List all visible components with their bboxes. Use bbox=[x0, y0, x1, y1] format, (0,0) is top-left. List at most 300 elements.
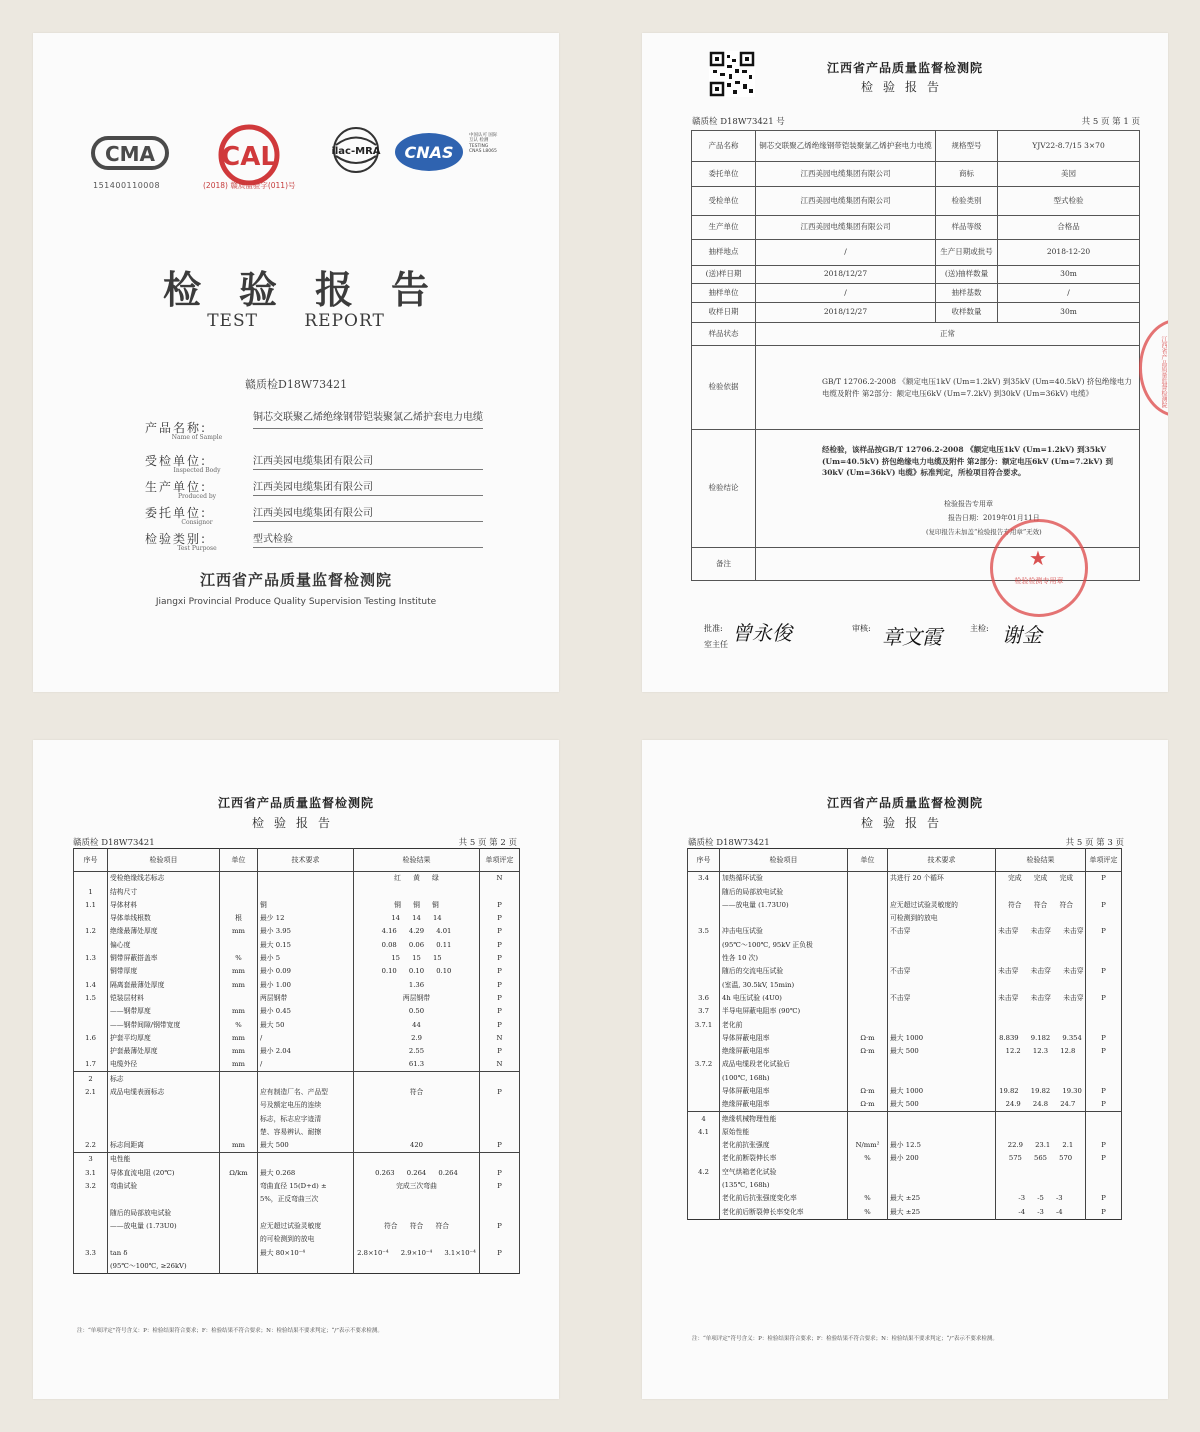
table-cell bbox=[688, 1085, 720, 1098]
cell-label: 收样数量 bbox=[936, 303, 998, 323]
cell-label: 产品名称 bbox=[692, 131, 756, 162]
column-header: 技术要求 bbox=[888, 849, 996, 872]
table-cell: 受检绝缘线芯标志 bbox=[108, 872, 220, 886]
conclusion-cell bbox=[756, 430, 1140, 548]
table-cell: 最大 500 bbox=[888, 1098, 996, 1112]
cal-logo bbox=[215, 123, 283, 187]
table-cell: 绝缘屏蔽电阻率 bbox=[720, 1098, 848, 1112]
cell-label: 委托单位 bbox=[692, 162, 756, 187]
table-cell: 铜 铜 铜 bbox=[354, 899, 480, 912]
table-cell: 3.7.1 bbox=[688, 1018, 720, 1031]
table-cell: % bbox=[848, 1205, 888, 1219]
table-header-row bbox=[688, 849, 1122, 872]
cover-page bbox=[33, 33, 559, 692]
table-cell bbox=[480, 1112, 520, 1125]
table-cell: P bbox=[480, 1167, 520, 1180]
table-row bbox=[74, 885, 520, 898]
table-cell bbox=[74, 912, 108, 925]
table-cell bbox=[480, 1126, 520, 1139]
table-cell bbox=[108, 1193, 220, 1206]
column-header: 序号 bbox=[688, 849, 720, 872]
table-cell bbox=[220, 1112, 258, 1125]
table-cell: 未击穿 未击穿 未击穿 bbox=[996, 925, 1086, 938]
table-cell bbox=[74, 1099, 108, 1112]
table-cell bbox=[848, 1126, 888, 1139]
table-cell: 原始性能 bbox=[720, 1126, 848, 1139]
table-cell bbox=[848, 912, 888, 925]
table-cell bbox=[354, 1072, 480, 1086]
table-cell: 标志 bbox=[108, 1072, 220, 1086]
table-cell: 老化前 bbox=[720, 1018, 848, 1031]
table-cell: 0.50 bbox=[354, 1005, 480, 1018]
table-cell: mm bbox=[220, 1045, 258, 1058]
report-page-2 bbox=[33, 740, 559, 1399]
table-row bbox=[74, 1153, 520, 1167]
table-cell bbox=[848, 925, 888, 938]
table-row bbox=[74, 1167, 520, 1180]
report-page-3 bbox=[642, 740, 1168, 1399]
table-cell bbox=[108, 1099, 220, 1112]
table-cell bbox=[354, 1153, 480, 1167]
table-cell bbox=[258, 1153, 354, 1167]
table-row bbox=[74, 912, 520, 925]
table-cell bbox=[888, 1018, 996, 1031]
stamp-label: 检验报告专用章 bbox=[944, 500, 993, 508]
table-cell bbox=[220, 885, 258, 898]
inspector-signature: 谢金 bbox=[1002, 623, 1042, 647]
page-info: 共 5 页 第 3 页 bbox=[1065, 838, 1124, 848]
column-header: 检验结果 bbox=[996, 849, 1086, 872]
table-cell: 24.9 24.8 24.7 bbox=[996, 1098, 1086, 1112]
table-cell: 不击穿 bbox=[888, 992, 996, 1005]
table-cell: 2.9 bbox=[354, 1032, 480, 1045]
table-cell bbox=[848, 1018, 888, 1031]
field-label: 委托单位: bbox=[145, 506, 208, 520]
table-cell bbox=[1086, 938, 1122, 951]
table-cell bbox=[688, 1098, 720, 1112]
table-cell: 电缆外径 bbox=[108, 1058, 220, 1072]
table-row bbox=[74, 1018, 520, 1031]
table-row bbox=[692, 266, 1140, 284]
table-cell: 3.5 bbox=[688, 925, 720, 938]
cell-value: / bbox=[998, 284, 1140, 303]
table-cell: P bbox=[480, 1045, 520, 1058]
field-en: Produced by bbox=[177, 493, 217, 500]
table-cell bbox=[220, 872, 258, 886]
table-cell: P bbox=[480, 952, 520, 965]
table-cell: 2.1 bbox=[74, 1086, 108, 1099]
table-cell bbox=[996, 1071, 1086, 1084]
table-row bbox=[74, 1126, 520, 1139]
table-cell: 最小 200 bbox=[888, 1152, 996, 1165]
table-cell: 1.7 bbox=[74, 1058, 108, 1072]
table-cell: 加热循环试验 bbox=[720, 872, 848, 886]
table-cell bbox=[1086, 1166, 1122, 1179]
table-cell: 老化前抗张强度 bbox=[720, 1139, 848, 1152]
table-cell: P bbox=[480, 1005, 520, 1018]
table-cell bbox=[480, 1099, 520, 1112]
table-cell bbox=[848, 1112, 888, 1126]
table-cell: 最少 12 bbox=[258, 912, 354, 925]
table-cell: % bbox=[220, 1018, 258, 1031]
table-cell: 19.82 19.82 19.30 bbox=[996, 1085, 1086, 1098]
table-cell bbox=[74, 1206, 108, 1219]
field-product-name bbox=[145, 412, 483, 441]
table-cell bbox=[996, 885, 1086, 898]
table-row bbox=[74, 1180, 520, 1193]
table-cell: 最小 12.5 bbox=[888, 1139, 996, 1152]
table-cell bbox=[848, 978, 888, 991]
cma-logo bbox=[91, 135, 169, 171]
cell-label: 抽样基数 bbox=[936, 284, 998, 303]
table-cell: 绝缘最薄处厚度 bbox=[108, 925, 220, 938]
table-cell: 随后的交流电压试验 bbox=[720, 965, 848, 978]
table-cell: 可检测到的放电 bbox=[888, 912, 996, 925]
table-cell bbox=[688, 978, 720, 991]
table-cell bbox=[1086, 912, 1122, 925]
table-cell: 2.55 bbox=[354, 1045, 480, 1058]
cell-label: 备注 bbox=[692, 548, 756, 581]
table-cell bbox=[848, 1071, 888, 1084]
basis-text: GB/T 12706.2-2008 《额定电压1kV (Um=1.2kV) 到35kV (Um=40.5kV) 挤包绝缘电力电缆及附件 第2部分：额定电压6kV (Um=7.2kV) 到30kV (Um=36kV) 电缆》 bbox=[756, 346, 1140, 430]
table-cell bbox=[848, 1179, 888, 1192]
table-row bbox=[74, 1072, 520, 1086]
table-cell: 最大 50 bbox=[258, 1018, 354, 1031]
table-row bbox=[692, 284, 1140, 303]
table-cell: 偏心度 bbox=[108, 938, 220, 951]
table-cell: P bbox=[1086, 1152, 1122, 1165]
table-cell bbox=[688, 1045, 720, 1058]
table-cell: 3.7.2 bbox=[688, 1058, 720, 1071]
cell-value: 2018/12/27 bbox=[756, 303, 936, 323]
approver-signature: 曾永俊 bbox=[732, 621, 792, 645]
table-cell: 3 bbox=[74, 1153, 108, 1167]
table-row bbox=[74, 1246, 520, 1259]
table-cell: 0.10 0.10 0.10 bbox=[354, 965, 480, 978]
table-cell: 楚、容易辨认、耐擦 bbox=[258, 1126, 354, 1139]
table-cell: 最小 5 bbox=[258, 952, 354, 965]
table-cell: P bbox=[1086, 1045, 1122, 1058]
table-cell bbox=[220, 1260, 258, 1274]
table-cell bbox=[848, 952, 888, 965]
footnote: 注：“单项评定”符号含义：P：检验结果符合要求；F：检验结果不符合要求；N：检验结果不要求判定；“/”表示不要求检测。 bbox=[77, 1328, 383, 1334]
column-header: 技术要求 bbox=[258, 849, 354, 872]
table-cell bbox=[888, 1126, 996, 1139]
table-cell: 最大 80×10⁻⁴ bbox=[258, 1246, 354, 1259]
table-cell bbox=[480, 1193, 520, 1206]
table-cell: 导体材料 bbox=[108, 899, 220, 912]
approve-role: 室主任 bbox=[704, 640, 728, 649]
table-cell: 不击穿 bbox=[888, 925, 996, 938]
table-cell: 应无超过试验灵敏度 bbox=[258, 1220, 354, 1233]
table-cell: 最小 0.09 bbox=[258, 965, 354, 978]
report-page-1 bbox=[642, 33, 1168, 692]
table-cell bbox=[258, 1260, 354, 1274]
field-label: 受检单位: bbox=[145, 454, 208, 468]
table-cell bbox=[480, 885, 520, 898]
table-cell: P bbox=[480, 899, 520, 912]
table-cell bbox=[74, 1220, 108, 1233]
table-cell bbox=[688, 938, 720, 951]
table-cell: 弯曲试验 bbox=[108, 1180, 220, 1193]
field-value: 型式检验 bbox=[253, 530, 483, 548]
table-cell bbox=[354, 1126, 480, 1139]
table-cell: Ω/km bbox=[220, 1167, 258, 1180]
table-cell bbox=[480, 1260, 520, 1274]
table-cell: 3.1 bbox=[74, 1167, 108, 1180]
table-cell bbox=[354, 885, 480, 898]
table-cell: mm bbox=[220, 1032, 258, 1045]
table-cell: P bbox=[480, 992, 520, 1005]
table-cell bbox=[220, 938, 258, 951]
table-cell: 空气烘箱老化试验 bbox=[720, 1166, 848, 1179]
table-cell: mm bbox=[220, 978, 258, 991]
cell-label: 生产日期或批号 bbox=[936, 240, 998, 266]
table-cell bbox=[74, 1193, 108, 1206]
field-value: 江西美园电缆集团有限公司 bbox=[253, 452, 483, 470]
cell-value: 江西美园电缆集团有限公司 bbox=[756, 162, 936, 187]
table-cell bbox=[848, 938, 888, 951]
table-cell bbox=[888, 1166, 996, 1179]
table-row bbox=[688, 1166, 1122, 1179]
table-cell bbox=[220, 1099, 258, 1112]
table-cell bbox=[888, 978, 996, 991]
table-cell bbox=[220, 1246, 258, 1259]
table-cell bbox=[480, 1153, 520, 1167]
field-value: 铜芯交联聚乙烯绝缘钢带铠装聚氯乙烯护套电力电缆 bbox=[253, 411, 483, 429]
table-row bbox=[74, 1193, 520, 1206]
cell-value: 合格品 bbox=[998, 216, 1140, 240]
table-cell: (95℃～100℃, 95kV 正负极 bbox=[720, 938, 848, 951]
star-icon: ★ bbox=[1029, 546, 1047, 570]
table-cell bbox=[108, 1112, 220, 1125]
table-cell bbox=[888, 885, 996, 898]
table-cell: 不击穿 bbox=[888, 965, 996, 978]
table-cell: 未击穿 未击穿 未击穿 bbox=[996, 992, 1086, 1005]
table-row bbox=[74, 1086, 520, 1099]
table-row bbox=[74, 1139, 520, 1153]
table-row bbox=[688, 1192, 1122, 1205]
table-cell bbox=[848, 872, 888, 886]
table-cell: 15 15 15 bbox=[354, 952, 480, 965]
table-row bbox=[688, 1126, 1122, 1139]
table-cell: 老化前后抗张强度变化率 bbox=[720, 1192, 848, 1205]
column-header: 检验项目 bbox=[720, 849, 848, 872]
table-cell: 最大 ±25 bbox=[888, 1192, 996, 1205]
table-cell: 最大 ±25 bbox=[888, 1205, 996, 1219]
table-cell bbox=[996, 1005, 1086, 1018]
table-cell: % bbox=[220, 952, 258, 965]
table-cell: mm bbox=[220, 965, 258, 978]
svg-text:CNAS: CNAS bbox=[404, 143, 454, 162]
table-cell: 4.2 bbox=[688, 1166, 720, 1179]
table-cell: 最大 0.268 bbox=[258, 1167, 354, 1180]
table-cell: P bbox=[480, 1139, 520, 1153]
table-row bbox=[74, 965, 520, 978]
table-cell bbox=[108, 1233, 220, 1246]
table-cell bbox=[74, 1233, 108, 1246]
table-cell bbox=[888, 952, 996, 965]
approve-label: 批准: bbox=[704, 624, 723, 633]
table-cell: 8.839 9.182 9.354 bbox=[996, 1032, 1086, 1045]
cell-label: 检验类别 bbox=[936, 187, 998, 216]
table-cell bbox=[1086, 1112, 1122, 1126]
institute-name: 江西省产品质量监督检测院 bbox=[199, 571, 392, 589]
cover-subtitle: TEST REPORT bbox=[207, 311, 385, 331]
column-header: 检验项目 bbox=[108, 849, 220, 872]
table-cell: 护套最薄处厚度 bbox=[108, 1045, 220, 1058]
table-row bbox=[692, 162, 1140, 187]
institute-header: 江西省产品质量监督检测院 bbox=[826, 796, 983, 810]
table-cell: 随后的局部放电试验 bbox=[108, 1206, 220, 1219]
report-subheader: 检验报告 bbox=[860, 816, 949, 830]
table-row bbox=[688, 1205, 1122, 1219]
table-row bbox=[692, 323, 1140, 346]
table-cell: N bbox=[480, 1058, 520, 1072]
report-subheader: 检验报告 bbox=[860, 80, 949, 94]
table-cell bbox=[888, 1071, 996, 1084]
svg-text:CMA: CMA bbox=[104, 142, 156, 166]
table-cell: P bbox=[480, 1086, 520, 1099]
ilac-mra-logo bbox=[323, 125, 389, 175]
svg-text:CAL: CAL bbox=[221, 142, 277, 172]
table-cell: 1 bbox=[74, 885, 108, 898]
table-row bbox=[688, 1112, 1122, 1126]
cal-number: (2018) 赣质监验字(011)号 bbox=[203, 181, 296, 190]
table-cell: 根 bbox=[220, 912, 258, 925]
field-value: 江西美园电缆集团有限公司 bbox=[253, 478, 483, 496]
field-en: Name of Sample bbox=[171, 434, 223, 441]
cover-report-number: 赣质检D18W73421 bbox=[245, 378, 348, 391]
table-cell: 结构尺寸 bbox=[108, 885, 220, 898]
table-cell: 5%，正反弯曲三次 bbox=[258, 1193, 354, 1206]
table-cell: 2 bbox=[74, 1072, 108, 1086]
table-row bbox=[74, 1233, 520, 1246]
cell-label: (送)抽样数量 bbox=[936, 266, 998, 284]
table-cell bbox=[888, 938, 996, 951]
table-row bbox=[74, 952, 520, 965]
table-cell: (95℃～100℃, ≥26kV) bbox=[108, 1260, 220, 1274]
field-consignor bbox=[145, 504, 373, 526]
table-row bbox=[688, 1085, 1122, 1098]
table-cell bbox=[1086, 978, 1122, 991]
table-cell: 符合 bbox=[354, 1086, 480, 1099]
cell-value: 江西美园电缆集团有限公司 bbox=[756, 216, 936, 240]
table-cell: 两层钢带 bbox=[258, 992, 354, 1005]
table-row bbox=[74, 1206, 520, 1219]
table-cell: 符合 符合 符合 bbox=[354, 1220, 480, 1233]
table-cell bbox=[354, 1112, 480, 1125]
table-cell bbox=[220, 1086, 258, 1099]
table-cell bbox=[848, 1005, 888, 1018]
table-cell: 1.5 bbox=[74, 992, 108, 1005]
table-cell: 4h 电压试验 (4U0) bbox=[720, 992, 848, 1005]
table-cell: 3.4 bbox=[688, 872, 720, 886]
table-cell: 隔离套最薄处厚度 bbox=[108, 978, 220, 991]
table-row bbox=[74, 992, 520, 1005]
table-cell bbox=[848, 992, 888, 1005]
table-cell: P bbox=[1086, 1139, 1122, 1152]
table-cell: 1.1 bbox=[74, 899, 108, 912]
institute-name-en: Jiangxi Provincial Produce Quality Supervision Testing Institute bbox=[155, 597, 437, 607]
table-cell bbox=[354, 1233, 480, 1246]
table-cell: P bbox=[1086, 1192, 1122, 1205]
table-cell: 0.263 0.264 0.264 bbox=[354, 1167, 480, 1180]
table-cell: ——钢带厚度 bbox=[108, 1005, 220, 1018]
page-info: 共 5 页 第 2 页 bbox=[458, 838, 517, 848]
table-cell bbox=[220, 1193, 258, 1206]
table-cell: (135℃, 168h) bbox=[720, 1179, 848, 1192]
table-row bbox=[688, 952, 1122, 965]
table-cell: P bbox=[480, 925, 520, 938]
table-cell: P bbox=[480, 1220, 520, 1233]
table-cell: P bbox=[1086, 1085, 1122, 1098]
table-cell bbox=[220, 1126, 258, 1139]
table-cell: mm bbox=[220, 925, 258, 938]
table-cell bbox=[848, 1058, 888, 1071]
table-row bbox=[74, 1220, 520, 1233]
table-cell: mm bbox=[220, 1005, 258, 1018]
side-seal-stamp bbox=[1139, 319, 1168, 417]
table-cell bbox=[74, 965, 108, 978]
page-info: 共 5 页 第 1 页 bbox=[1081, 117, 1140, 127]
table-cell: -3 -5 -3 bbox=[996, 1192, 1086, 1205]
table-cell bbox=[996, 1018, 1086, 1031]
institute-header: 江西省产品质量监督检测院 bbox=[826, 61, 983, 75]
reviewer-signature: 章文霞 bbox=[882, 625, 942, 649]
table-cell: 4.1 bbox=[688, 1126, 720, 1139]
table-row bbox=[692, 303, 1140, 323]
table-cell: 标志间距离 bbox=[108, 1139, 220, 1153]
table-cell: 最大 500 bbox=[888, 1045, 996, 1058]
table-cell: 4 bbox=[688, 1112, 720, 1126]
table-cell: / bbox=[258, 1058, 354, 1072]
seal-text: 检验检测专用章 bbox=[1014, 577, 1064, 585]
table-cell: 的可检测到的放电 bbox=[258, 1233, 354, 1246]
table-cell bbox=[220, 1206, 258, 1219]
table-cell bbox=[996, 1058, 1086, 1071]
field-test-purpose bbox=[145, 530, 293, 552]
table-cell bbox=[480, 1072, 520, 1086]
cell-label: 收样日期 bbox=[692, 303, 756, 323]
table-cell: 最小 0.45 bbox=[258, 1005, 354, 1018]
results-table-page-2 bbox=[73, 848, 520, 1274]
table-cell: P bbox=[1086, 1205, 1122, 1219]
table-cell: mm bbox=[220, 1139, 258, 1153]
table-cell bbox=[220, 899, 258, 912]
report-subheader: 检验报告 bbox=[251, 816, 340, 830]
table-cell bbox=[688, 1071, 720, 1084]
report-number: 赣质检 D18W73421 号 bbox=[692, 117, 785, 127]
table-cell: 号及额定电压的连续 bbox=[258, 1099, 354, 1112]
table-cell bbox=[996, 912, 1086, 925]
table-cell: ——钢带间隙/钢带宽度 bbox=[108, 1018, 220, 1031]
field-value: 江西美园电缆集团有限公司 bbox=[253, 504, 483, 522]
cell-value: 型式检验 bbox=[998, 187, 1140, 216]
cell-value: YJV22-8.7/15 3×70 bbox=[998, 131, 1140, 162]
table-cell bbox=[480, 1206, 520, 1219]
table-cell bbox=[848, 885, 888, 898]
table-cell bbox=[1086, 1005, 1122, 1018]
table-cell: 3.7 bbox=[688, 1005, 720, 1018]
cell-value: 30m bbox=[998, 303, 1140, 323]
table-cell: 绝缘屏蔽电阻率 bbox=[720, 1045, 848, 1058]
table-cell: N bbox=[480, 872, 520, 886]
cell-label: 检验结论 bbox=[692, 430, 756, 548]
field-produced-by bbox=[145, 478, 373, 500]
table-row bbox=[688, 1071, 1122, 1084]
table-cell: / bbox=[258, 1032, 354, 1045]
